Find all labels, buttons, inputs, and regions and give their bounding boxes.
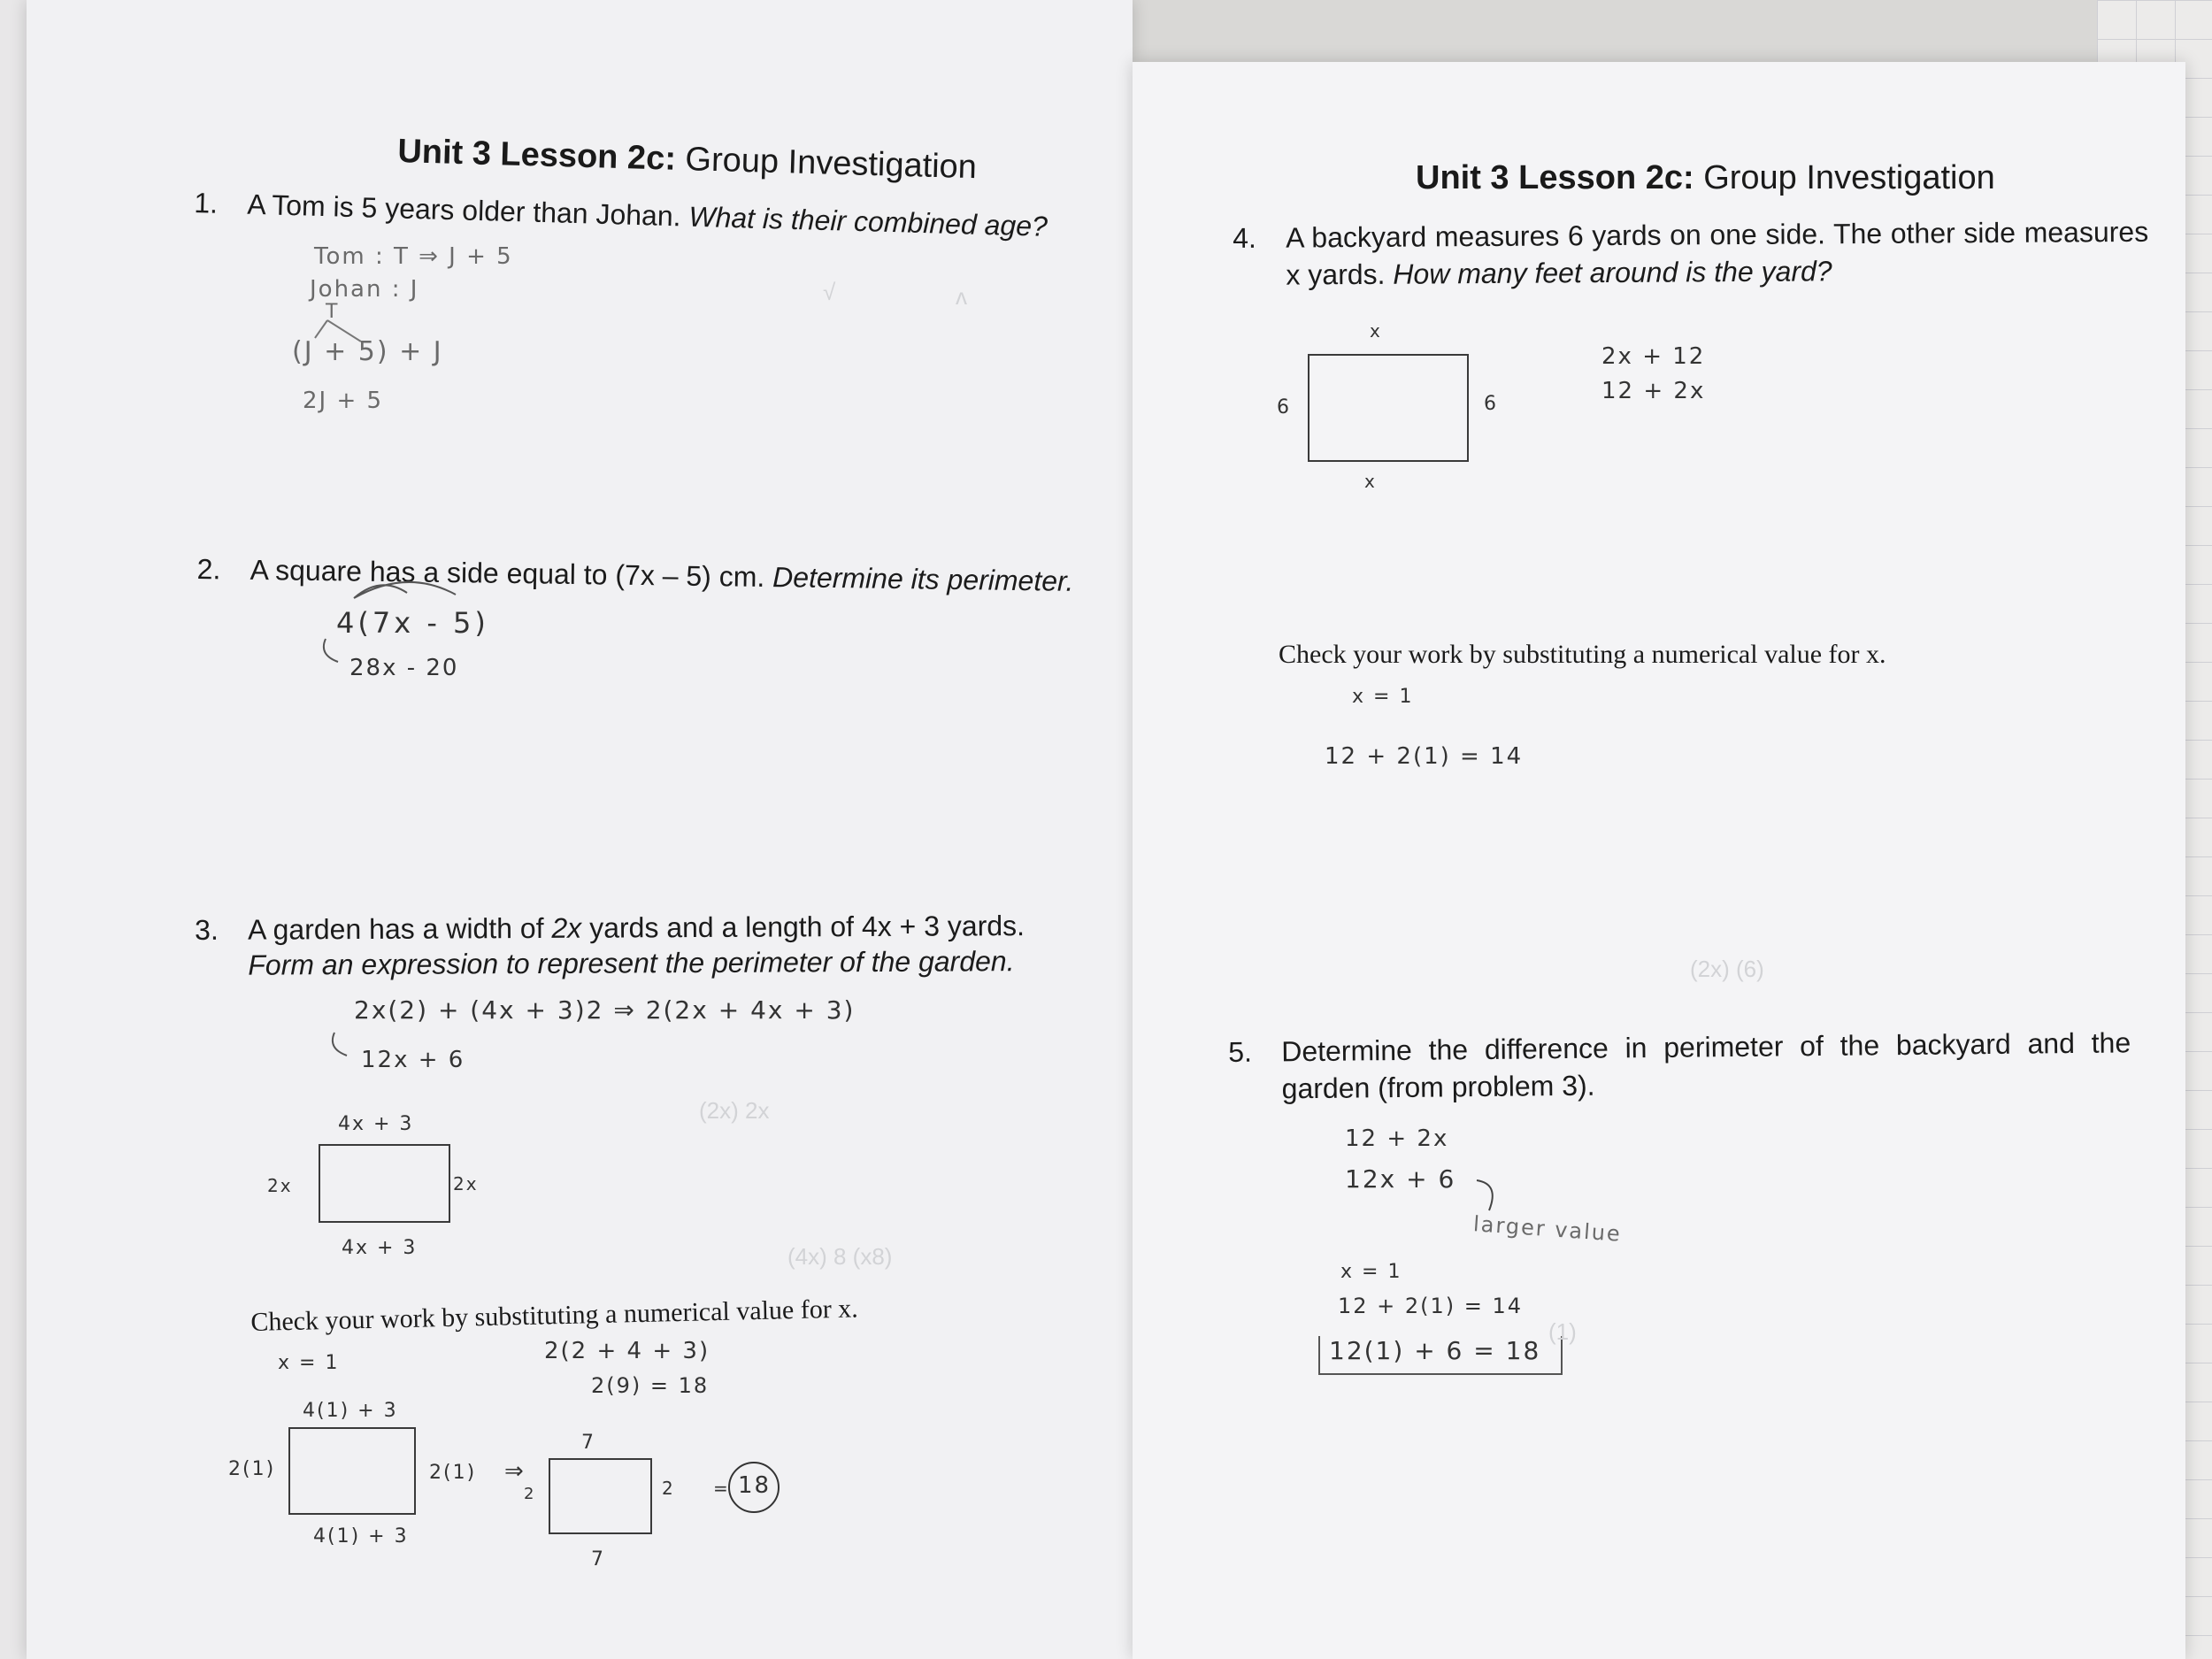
problem-statement: A backyard measures 6 yards on one side. The other side measures x yards. — [1286, 215, 2149, 291]
p4-backyard-rectangle — [1308, 354, 1469, 462]
p4-work-line-2: 12 + 2x — [1601, 378, 1706, 404]
problem-3 — [195, 906, 1133, 991]
p1-work-line-4: (J + 5) + J — [292, 336, 443, 367]
p3-rect-top-label: 4x + 3 — [338, 1113, 414, 1135]
problem-statement: A square has a side equal to (7x – 5) cm. — [250, 553, 765, 593]
problem-question: What is their combined age? — [687, 200, 1048, 242]
p3-rect-right-label: 2x — [453, 1173, 479, 1194]
p2-work-line-1: 4(7x - 5) — [336, 606, 489, 640]
p5-check-line-2: 12(1) + 6 = 18 — [1329, 1336, 1541, 1365]
p3-check-rectangle — [288, 1427, 416, 1515]
show-through-mark: √ — [823, 279, 836, 305]
problem-number: 2. — [196, 552, 221, 586]
problem-number: 1. — [193, 186, 219, 219]
p3-result: 18 — [738, 1472, 772, 1499]
problem-text: Determine the difference in perimeter of the backyard and the garden (from problem 3). — [1281, 1026, 2131, 1105]
p2-work-line-2: 28x - 20 — [349, 655, 459, 681]
p1-work-line-5: 2J + 5 — [303, 388, 384, 414]
p4-check-line-1: 12 + 2(1) = 14 — [1325, 743, 1524, 770]
p3-check-rect-right: 2(1) — [429, 1462, 477, 1484]
p3-check-rect-top: 4(1) + 3 — [303, 1400, 398, 1422]
problem-statement-part: yards and a length of 4x + 3 yards. — [589, 910, 1025, 944]
p3-rect-left-label: 2x — [267, 1175, 293, 1196]
problem-statement-part: A garden has a width of — [248, 911, 544, 946]
p3-garden-rectangle — [319, 1144, 450, 1223]
p3-check-rect-bottom: 4(1) + 3 — [313, 1525, 409, 1548]
p1-work-line-2: Johan : J — [310, 276, 419, 303]
problem-text — [1286, 213, 2149, 294]
problem-number: 3. — [195, 913, 219, 946]
p4-rect-bottom-label: x — [1364, 471, 1377, 492]
p4-rect-top-label: x — [1370, 320, 1382, 342]
p3-check-instruction: Check your work by substituting a numerical value for x. — [250, 1294, 859, 1337]
right-page — [1133, 62, 2185, 1659]
p4-check-x: x = 1 — [1352, 686, 1414, 708]
p2-distribution-arrows — [345, 575, 478, 602]
p3-check-x: x = 1 — [278, 1352, 340, 1374]
p3-equals-sign: = — [713, 1478, 730, 1499]
problem-statement: A Tom is 5 years older than Johan. — [246, 188, 682, 233]
problem-number: 4. — [1233, 221, 1256, 254]
p3-check-step-1: 2(2 + 4 + 3) — [544, 1338, 710, 1364]
problem-4 — [1233, 213, 2154, 308]
p5-note: larger value — [1472, 1211, 1623, 1247]
p4-rect-left-label: 6 — [1277, 396, 1291, 419]
show-through-mark: (2x) (6) — [1690, 956, 1764, 982]
p3-work-line-2: 12x + 6 — [361, 1047, 465, 1073]
problem-text — [248, 907, 1025, 949]
problem-question: Form an expression to represent the perimeter of the garden. — [248, 945, 1015, 981]
page-title — [397, 133, 978, 187]
problem-number: 5. — [1228, 1035, 1253, 1068]
show-through-mark: (2x) 2x — [699, 1097, 770, 1124]
p1-work-line-1: Tom : T ⇒ J + 5 — [314, 243, 513, 270]
show-through-mark: ʌ — [956, 283, 967, 310]
p4-work-line-1: 2x + 12 — [1601, 343, 1706, 370]
p3-check-rectangle-2 — [549, 1458, 652, 1534]
show-through-mark: (1) — [1548, 1318, 1577, 1345]
p3-check-rect-left: 2(1) — [228, 1458, 276, 1480]
problem-variable: 2x — [551, 911, 582, 944]
p3-check-rect2-left: 2 — [524, 1485, 536, 1503]
p5-work-line-2: 12x + 6 — [1345, 1164, 1456, 1194]
show-through-mark: (4x) 8 (x8) — [787, 1243, 893, 1270]
p4-rect-right-label: 6 — [1484, 393, 1498, 415]
p3-check-rect2-right: 2 — [662, 1478, 675, 1499]
p3-arrow-icon — [327, 1031, 354, 1066]
problem-5 — [1228, 1024, 2149, 1122]
title-rest: Group Investigation — [684, 141, 978, 187]
p5-work-line-1: 12 + 2x — [1345, 1125, 1449, 1152]
p3-implies-arrow: ⇒ — [504, 1458, 526, 1485]
page-title — [1416, 159, 1995, 197]
problem-question: Determine its perimeter. — [772, 561, 1074, 597]
left-page — [27, 0, 1133, 1659]
p3-rect-bottom-label: 4x + 3 — [342, 1237, 418, 1259]
title-bold: Unit 3 Lesson 2c: — [1416, 159, 1694, 196]
p5-check-x: x = 1 — [1340, 1261, 1402, 1283]
p3-check-rect2-top: 7 — [581, 1432, 595, 1454]
p3-check-step-2: 2(9) = 18 — [591, 1373, 710, 1398]
p3-check-rect2-bottom: 7 — [591, 1548, 605, 1571]
p3-work-line-1: 2x(2) + (4x + 3)2 ⇒ 2(2x + 4x + 3) — [354, 995, 856, 1025]
problem-text — [247, 186, 1048, 245]
problem-question: How many feet around is the yard? — [1393, 255, 1832, 290]
p2-arrow-icon — [319, 637, 345, 672]
p4-check-instruction: Check your work by substituting a numerical value for x. — [1279, 640, 1886, 669]
title-bold: Unit 3 Lesson 2c: — [396, 133, 677, 178]
p5-check-line-1: 12 + 2(1) = 14 — [1338, 1294, 1524, 1318]
p1-work-line-3: T — [326, 301, 340, 323]
title-rest: Group Investigation — [1703, 159, 1995, 196]
